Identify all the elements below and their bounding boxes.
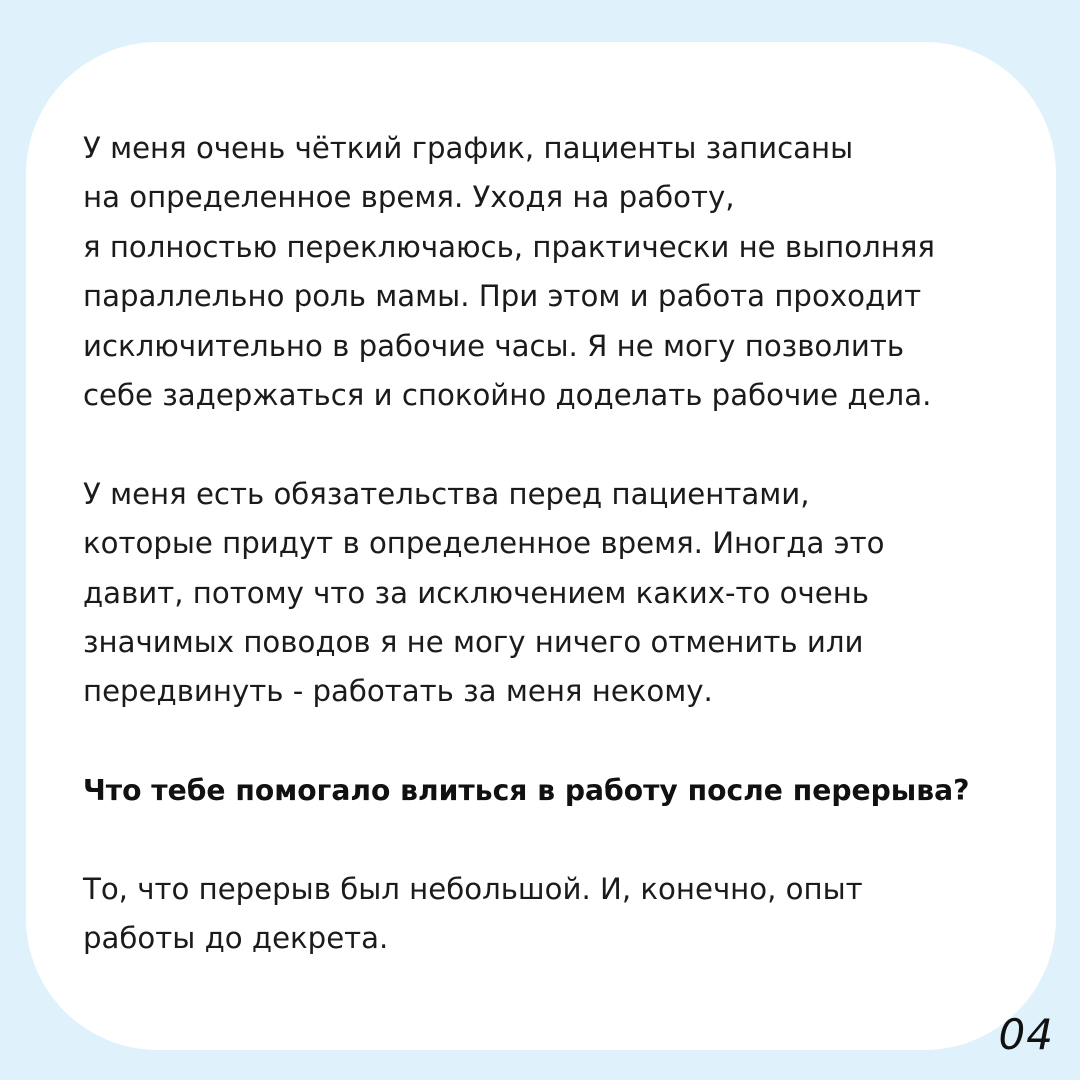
- text-line: значимых поводов я не могу ничего отменить или: [83, 625, 864, 660]
- question-text: Что тебе помогало влиться в работу после перерыва?: [83, 774, 970, 808]
- text-line: я полностью переключаюсь, практически не выполняя: [83, 229, 935, 264]
- interview-question: [83, 766, 1043, 815]
- text-line: У меня есть обязательства перед пациентами,: [83, 476, 810, 511]
- text-line: работы до декрета.: [83, 921, 389, 956]
- page-number: 04: [998, 1010, 1054, 1059]
- paragraph-schedule: [83, 124, 1043, 420]
- text-line: на определенное время. Уходя на работу,: [83, 180, 735, 215]
- text-line: себе задержаться и спокойно доделать рабочие дела.: [83, 378, 932, 413]
- text-line: параллельно роль мамы. При этом и работа проходит: [83, 279, 922, 314]
- text-line: То, что перерыв был небольшой. И, конечно, опыт: [83, 872, 863, 907]
- paragraph-spacer: [83, 717, 1043, 766]
- text-line: У меня очень чёткий график, пациенты записаны: [83, 131, 854, 165]
- text-line: исключительно в рабочие часы. Я не могу позволить: [83, 328, 905, 363]
- paragraph-spacer: [83, 420, 1043, 469]
- text-line: передвинуть - работать за меня некому.: [83, 674, 713, 709]
- article-text: [83, 124, 1043, 964]
- paragraph-obligations: [83, 470, 1043, 717]
- text-line: которые придут в определенное время. Иногда это: [83, 526, 885, 561]
- paragraph-answer: [83, 865, 1043, 964]
- paragraph-spacer: [83, 816, 1043, 865]
- text-line: давит, потому что за исключением каких-то очень: [83, 575, 870, 610]
